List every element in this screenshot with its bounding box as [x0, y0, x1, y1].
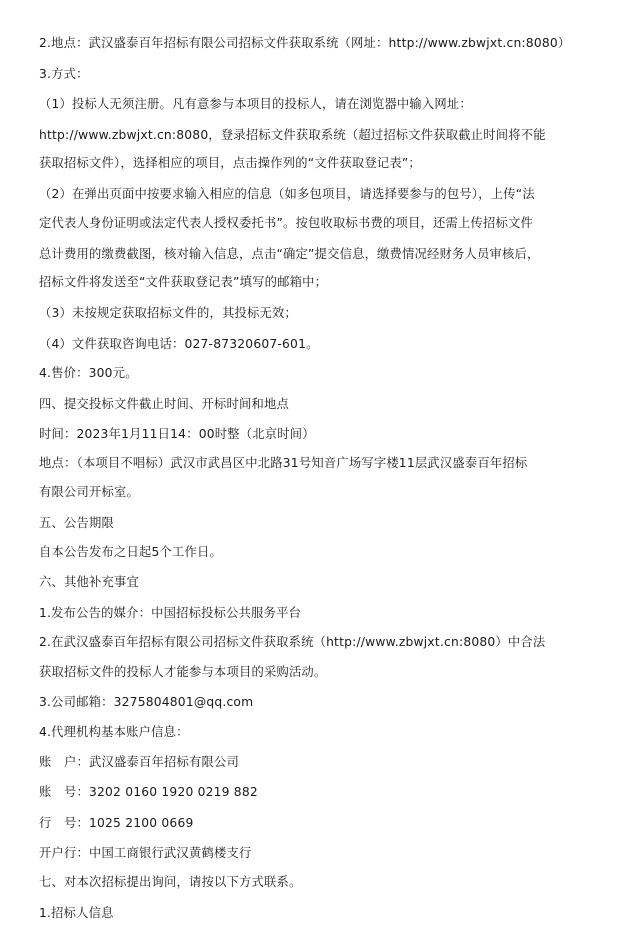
- text-line: 2.在武汉盛泰百年招标有限公司招标文件获取系统（http://www.zbwjxt.cn:8080）中合法: [39, 635, 546, 649]
- text-line: 获取招标文件的投标人才能参与本项目的采购活动。: [39, 665, 327, 679]
- section-heading: 六、其他补充事宜: [39, 575, 139, 589]
- text-line: 有限公司开标室。: [39, 485, 139, 499]
- text-line: 时间：2023年1月11日14：00时整（北京时间）: [39, 427, 315, 441]
- text-line: 账 户：武汉盛泰百年招标有限公司: [39, 755, 239, 769]
- text-line: （3）未按规定获取招标文件的，其投标无效；: [39, 306, 297, 320]
- text-line: 1.发布公告的媒介：中国招标投标公共服务平台: [39, 606, 302, 620]
- text-line: 开户行：中国工商银行武汉黄鹤楼支行: [39, 846, 252, 860]
- text-line: 自本公告发布之日起5个工作日。: [39, 545, 222, 559]
- text-line: http://www.zbwjxt.cn:8080，登录招标文件获取系统（超过招标文件获取截止时间将不能: [39, 128, 546, 142]
- text-line: 4.代理机构基本账户信息：: [39, 725, 189, 739]
- text-line: 地点：（本项目不唱标）武汉市武昌区中北路31号知音广场写字楼11层武汉盛泰百年招标: [39, 456, 528, 470]
- text-line: 招标文件将发送至“文件获取登记表”填写的邮箱中；: [39, 275, 328, 289]
- text-line: （2）在弹出页面中按要求输入相应的信息（如多包项目，请选择要参与的包号），上传“法: [39, 187, 535, 201]
- section-heading: 四、提交投标文件截止时间、开标时间和地点: [39, 397, 289, 411]
- text-line: 账 号：3202 0160 1920 0219 882: [39, 785, 258, 799]
- text-line: 行 号：1025 2100 0669: [39, 816, 194, 830]
- text-line: （1）投标人无须注册。凡有意参与本项目的投标人，请在浏览器中输入网址：: [39, 97, 472, 111]
- text-line: 4.售价：300元。: [39, 366, 138, 380]
- section-heading: 七、对本次招标提出询问，请按以下方式联系。: [39, 875, 302, 889]
- text-line: 获取招标文件），选择相应的项目，点击操作列的“文件获取登记表”；: [39, 156, 421, 170]
- text-line: 总计费用的缴费截图，核对输入信息，点击“确定”提交信息，缴费情况经财务人员审核后，: [39, 247, 540, 261]
- text-line: 3.方式：: [39, 67, 89, 81]
- text-line: 3.公司邮箱：3275804801@qq.com: [39, 695, 254, 709]
- text-line: 1.招标人信息: [39, 906, 114, 920]
- text-line: 2.地点：武汉盛泰百年招标有限公司招标文件获取系统（网址：http://www.zbwjxt.cn:8080）: [39, 36, 571, 50]
- text-line: 定代表人身份证明或法定代表人授权委托书”。按包收取标书费的项目，还需上传招标文件: [39, 216, 533, 230]
- section-heading: 五、公告期限: [39, 516, 114, 530]
- text-line: （4）文件获取咨询电话：027-87320607-601。: [39, 337, 319, 351]
